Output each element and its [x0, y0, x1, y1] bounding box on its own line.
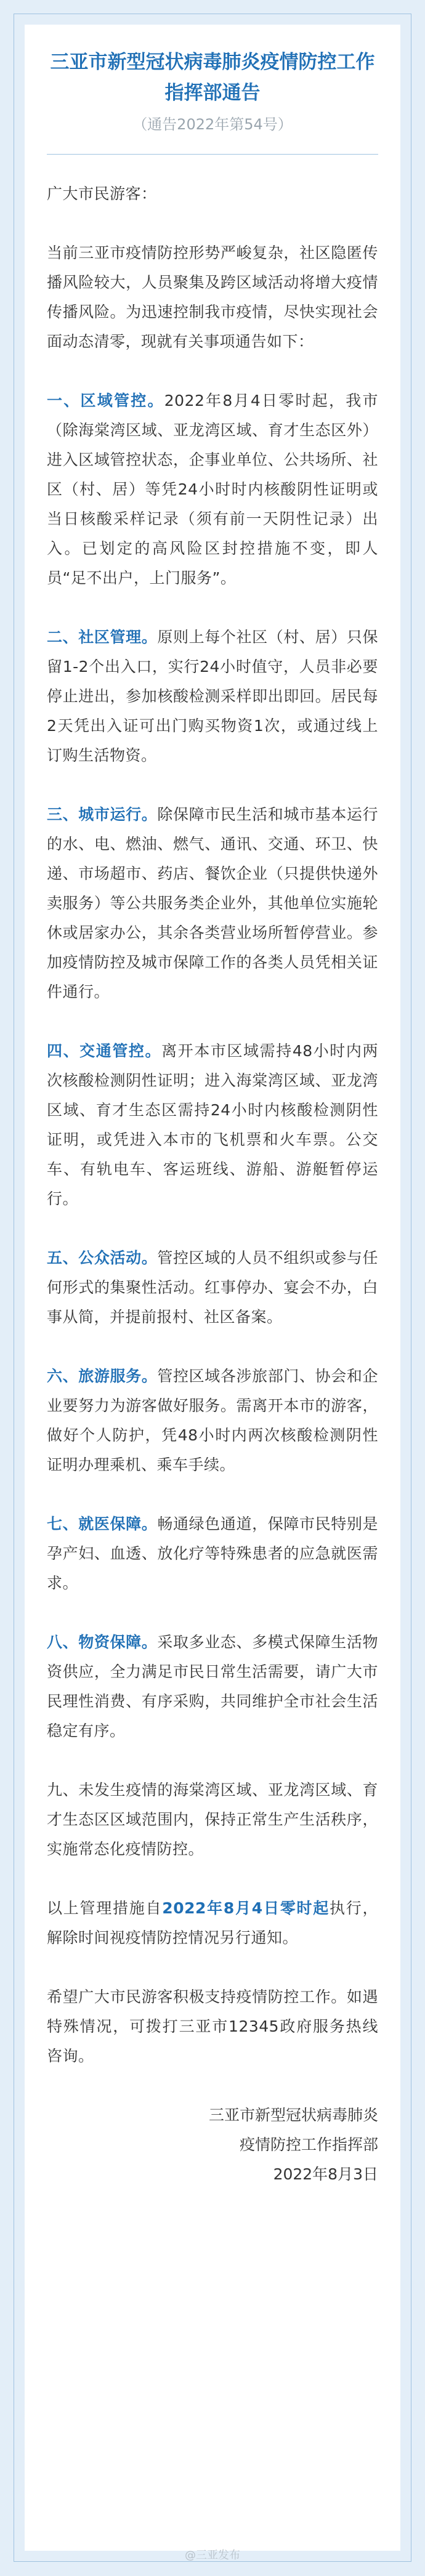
item-1-text: 2022年8月4日零时起，我市（除海棠湾区域、亚龙湾区域、育才生态区外）进入区域管控状态，企事业单位、公共场所、社区（村、居）等凭24小时时内核酸阴性证明或当日核酸采样记录（须有前一天阴性记录）出入。已划定的高风险区封控措施不变，即人员“足不出户，上门服务”。 — [47, 392, 378, 587]
item-9 — [47, 1775, 378, 1864]
item-7 — [47, 1509, 378, 1598]
item-1 — [47, 386, 378, 593]
item-5-text: 管控区域的人员不组织或参与任何形式的集聚性活动。红事停办、宴会不办，白事从简，并提前报村、社区备案。 — [47, 1249, 378, 1326]
closing-pre: 以上管理措施自 — [47, 1899, 163, 1917]
signature-line-2: 疫情防控工作指挥部 — [239, 2136, 378, 2154]
greeting: 广大市民游客： — [47, 185, 157, 203]
item-3-heading: 三、城市运行。 — [47, 806, 158, 823]
item-6 — [47, 1362, 378, 1480]
item-8-text: 采取多业态、多模式保障生活物资供应，全力满足市民日常生活需要，请广大市民理性消费、有序采购，共同维护全市社会生活稳定有序。 — [47, 1633, 378, 1740]
item-2 — [47, 623, 378, 770]
signature-block — [47, 2101, 378, 2189]
watermark: @三亚发布 — [185, 2549, 240, 2562]
item-8 — [47, 1628, 378, 1746]
title-line-2: 指挥部通告 — [164, 82, 261, 104]
signature-line-1: 三亚市新型冠状病毒肺炎 — [208, 2106, 378, 2124]
item-5-heading: 五、公众活动。 — [47, 1249, 158, 1267]
signature-date: 2022年8月3日 — [273, 2165, 378, 2183]
intro-paragraph: 当前三亚市疫情防控形势严峻复杂，社区隐匿传播风险较大，人员聚集及跨区域活动将增大疫情传播风险。为迅速控制我市疫情，尽快实现社会面动态清零，现就有关事项通告如下： — [47, 244, 378, 350]
item-7-heading: 七、就医保障。 — [47, 1515, 158, 1533]
item-4-heading: 四、交通管控。 — [47, 1042, 162, 1060]
notice-number: （通告2022年第54号） — [132, 116, 293, 133]
item-9-text: 九、未发生疫情的海棠湾区域、亚龙湾区域、育才生态区区域范围内，保持正常生产生活秩序，实施常态化疫情防控。 — [47, 1781, 378, 1858]
item-1-heading: 一、区域管控。 — [47, 392, 164, 410]
item-2-text: 原则上每个社区（村、居）只保留1-2个出入口，实行24小时值守，人员非必要停止进出，参加核酸检测采样即出即回。居民每2天凭出入证可出门购买物资1次，或通过线上订购生活物资。 — [47, 628, 378, 764]
item-6-heading: 六、旅游服务。 — [47, 1367, 158, 1385]
item-6-text: 管控区域各涉旅部门、协会和企业要努力为游客做好服务。需离开本市的游客，做好个人防护，凭48小时内两次核酸检测阴性证明办理乘机、乘车手续。 — [47, 1367, 378, 1474]
item-3 — [47, 800, 378, 1007]
title-line-1: 三亚市新型冠状病毒肺炎疫情防控工作 — [50, 51, 375, 73]
hotline-paragraph: 希望广大市民游客积极支持疫情防控工作。如遇特殊情况，可拨打三亚市12345政府服务热线咨询。 — [47, 1988, 378, 2065]
item-5 — [47, 1243, 378, 1332]
item-4-text: 离开本市区域需持48小时内两次核酸检测阴性证明；进入海棠湾区域、亚龙湾区域、育才生态区需持24小时内核酸检测阴性证明，或凭进入本市的飞机票和火车票。公交车、有轨电车、客运班线、游船、游艇暂停运行。 — [47, 1042, 378, 1208]
divider — [47, 154, 378, 155]
item-8-heading: 八、物资保障。 — [47, 1633, 158, 1651]
item-2-heading: 二、社区管理。 — [47, 628, 158, 646]
item-7-text: 畅通绿色通道，保障市民特别是孕产妇、血透、放化疗等特殊患者的应急就医需求。 — [47, 1515, 378, 1592]
item-3-text: 除保障市民生活和城市基本运行的水、电、燃油、燃气、通讯、交通、环卫、快递、市场超市、药店、餐饮企业（只提供快递外卖服务）等公共服务类企业外，其他单位实施轮休或居家办公，其余各类营业场所暂停营业。参加疫情防控及城市保障工作的各类人员凭相关证件通行。 — [47, 806, 378, 1001]
item-4 — [47, 1036, 378, 1214]
closing-paragraph — [47, 1894, 378, 1953]
closing-post: 执行，解除时间视疫情防控情况另行通知。 — [47, 1899, 378, 1947]
notice-card — [25, 25, 400, 2551]
notice-title — [47, 47, 378, 108]
closing-date: 2022年8月4日零时起 — [162, 1899, 330, 1917]
